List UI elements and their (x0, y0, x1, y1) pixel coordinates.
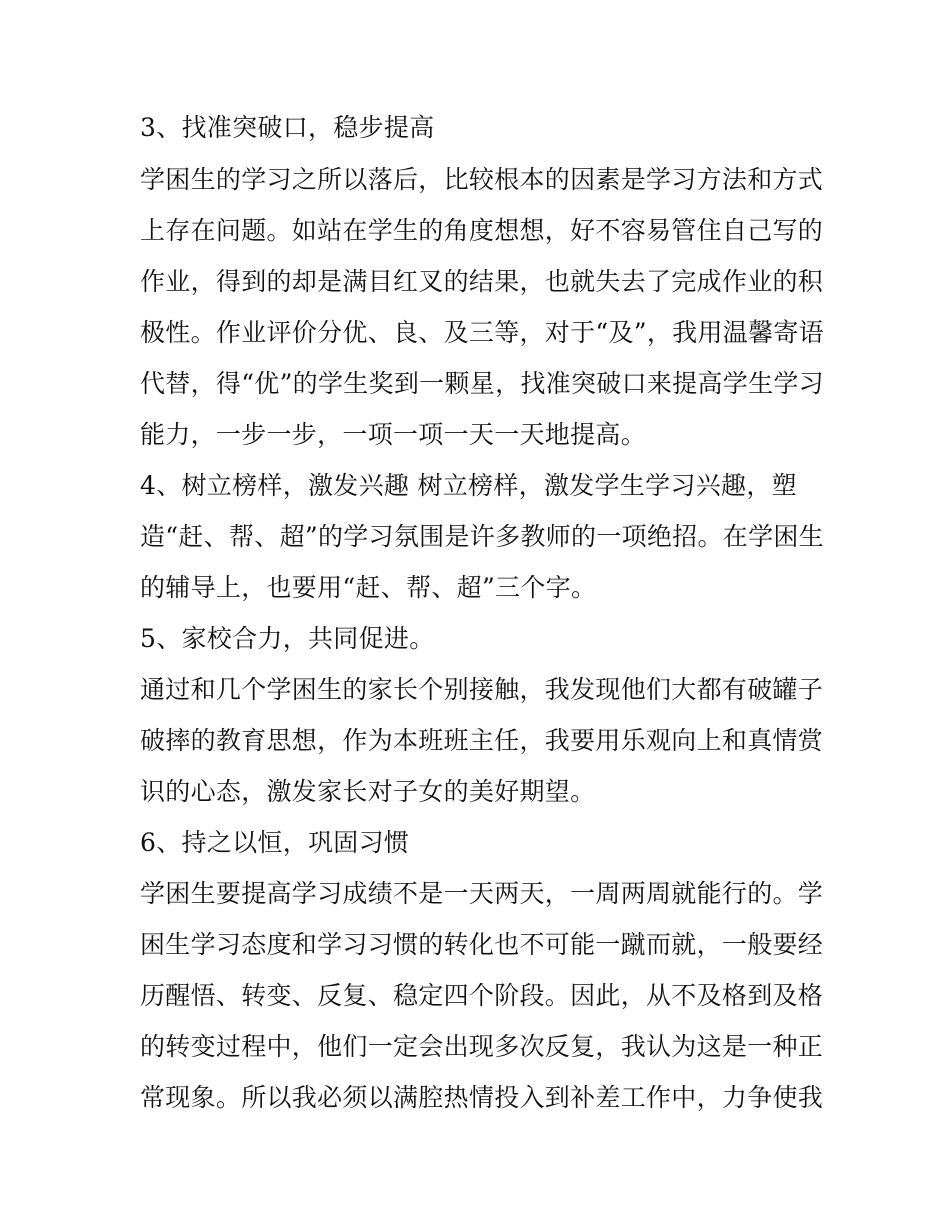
paragraph-line: 能力，一步一步，一项一项一天一天地提高。 (140, 420, 647, 449)
paragraph-line: 学困生的学习之所以落后，比较根本的因素是学习方法和方式 (140, 165, 824, 194)
paragraph-line: 破摔的教育思想，作为本班班主任，我要用乐观向上和真情赏 (140, 726, 824, 755)
section-heading-4: 4、树立榜样，激发兴趣 树立榜样，激发学生学习兴趣，塑 (140, 471, 797, 500)
paragraph-line: 极性。作业评价分优、良、及三等，对于“及”，我用温馨寄语 (140, 318, 824, 347)
paragraph-line: 的转变过程中，他们一定会出现多次反复，我认为这是一种正 (140, 1032, 824, 1061)
paragraph-line: 学困生要提高学习成绩不是一天两天，一周两周就能行的。学 (140, 879, 824, 908)
paragraph-line: 常现象。所以我必须以满腔热情投入到补差工作中，力争使我 (140, 1083, 824, 1112)
paragraph-line: 代替，得“优”的学生奖到一颗星，找准突破口来提高学生学习 (140, 369, 824, 398)
paragraph-line: 上存在问题。如站在学生的角度想想，好不容易管住自己写的 (140, 216, 824, 245)
paragraph-line: 识的心态，激发家长对子女的美好期望。 (140, 777, 596, 806)
section-heading-3: 3、找准突破口，稳步提高 (140, 113, 435, 142)
paragraph-line: 造“赶、帮、超”的学习氛围是许多教师的一项绝招。在学困生 (140, 522, 824, 551)
paragraph-line: 困生学习态度和学习习惯的转化也不可能一蹴而就，一般要经 (140, 930, 824, 959)
paragraph-line: 作业，得到的却是满目红叉的结果，也就失去了完成作业的积 (140, 267, 824, 296)
section-heading-5: 5、家校合力，共同促进。 (140, 624, 435, 653)
paragraph-line: 的辅导上，也要用“赶、帮、超”三个字。 (140, 573, 597, 602)
paragraph-line: 历醒悟、转变、反复、稳定四个阶段。因此，从不及格到及格 (140, 981, 824, 1010)
section-heading-6: 6、持之以恒，巩固习惯 (140, 828, 410, 857)
paragraph-line: 通过和几个学困生的家长个别接触，我发现他们大都有破罐子 (140, 675, 824, 704)
